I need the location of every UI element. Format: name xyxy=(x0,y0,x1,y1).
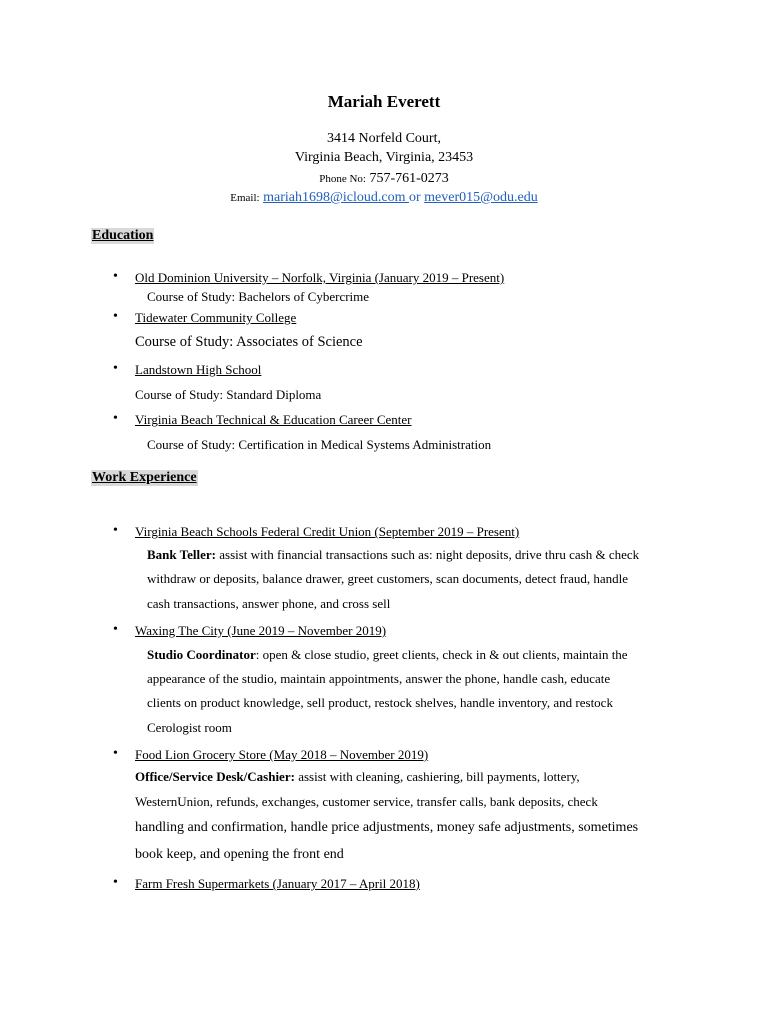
job-role: Office/Service Desk/Cashier: xyxy=(135,769,295,784)
bullet-icon: • xyxy=(113,875,118,890)
job-role: Studio Coordinator xyxy=(147,647,256,662)
education-item-detail: Course of Study: Certification in Medical Systems Administration xyxy=(147,437,492,452)
education-item-detail: Course of Study: Bachelors of Cybercrime xyxy=(147,289,370,304)
job-desc-line: cash transactions, answer phone, and cross sell xyxy=(147,596,391,611)
education-item-title: Virginia Beach Technical & Education Career Center xyxy=(135,412,412,427)
job-description xyxy=(147,543,639,568)
education-heading: Education xyxy=(92,228,154,243)
education-item-title: Old Dominion University – Norfolk, Virginia (January 2019 – Present) xyxy=(135,270,505,285)
job-desc-line: book keep, and opening the front end xyxy=(135,847,344,862)
bullet-icon: • xyxy=(113,269,118,284)
job-desc-line: withdraw or deposits, balance drawer, greet customers, scan documents, detect fraud, handle xyxy=(147,571,629,586)
job-title: Waxing The City (June 2019 – November 2019) xyxy=(135,623,387,638)
phone-label: Phone No: xyxy=(319,173,366,185)
job-role: Bank Teller: xyxy=(147,547,216,562)
email-line xyxy=(0,190,768,206)
job-title: Virginia Beach Schools Federal Credit Union (September 2019 – Present) xyxy=(135,524,520,539)
phone-number: 757-761-0273 xyxy=(365,171,449,186)
education-item-title: Tidewater Community College xyxy=(135,310,297,325)
education-item-detail: Course of Study: Associates of Science xyxy=(135,334,363,350)
job-desc-line: : open & close studio, greet clients, check in & out clients, maintain the xyxy=(255,647,628,662)
education-item-title: Landstown High School xyxy=(135,362,262,377)
job-description xyxy=(135,765,580,790)
phone-line xyxy=(0,171,768,187)
job-desc-line: handling and confirmation, handle price adjustments, money safe adjustments, sometimes xyxy=(135,820,639,835)
job-desc-line: WesternUnion, refunds, exchanges, customer service, transfer calls, bank deposits, check xyxy=(135,794,598,809)
job-title: Food Lion Grocery Store (May 2018 – November 2019) xyxy=(135,747,429,762)
email-link-icloud[interactable]: mariah1698@icloud.com xyxy=(263,190,409,205)
job-title: Farm Fresh Supermarkets (January 2017 – April 2018) xyxy=(135,876,420,891)
email-link-odu[interactable]: mever015@odu.edu xyxy=(424,190,538,205)
work-experience-heading: Work Experience xyxy=(92,470,197,485)
bullet-icon: • xyxy=(113,411,118,426)
job-desc-line: Cerologist room xyxy=(147,720,232,735)
bullet-icon: • xyxy=(113,361,118,376)
address-line-2: Virginia Beach, Virginia, 23453 xyxy=(294,150,474,165)
job-description xyxy=(147,643,628,668)
job-desc-line: appearance of the studio, maintain appointments, answer the phone, handle cash, educate xyxy=(147,671,611,686)
bullet-icon: • xyxy=(113,523,118,538)
job-desc-line: assist with cleaning, cashiering, bill payments, lottery, xyxy=(294,769,580,784)
bullet-icon: • xyxy=(113,622,118,637)
job-desc-line: assist with financial transactions such as: night deposits, drive thru cash & check xyxy=(216,547,640,562)
education-item-detail: Course of Study: Standard Diploma xyxy=(135,387,322,402)
bullet-icon: • xyxy=(113,309,118,324)
email-separator: or xyxy=(408,190,425,205)
candidate-name: Mariah Everett xyxy=(327,92,441,111)
job-desc-line: clients on product knowledge, sell product, restock shelves, handle inventory, and restock xyxy=(147,695,613,710)
email-label: Email: xyxy=(230,192,260,204)
bullet-icon: • xyxy=(113,746,118,761)
address-line-1: 3414 Norfeld Court, xyxy=(327,131,441,146)
